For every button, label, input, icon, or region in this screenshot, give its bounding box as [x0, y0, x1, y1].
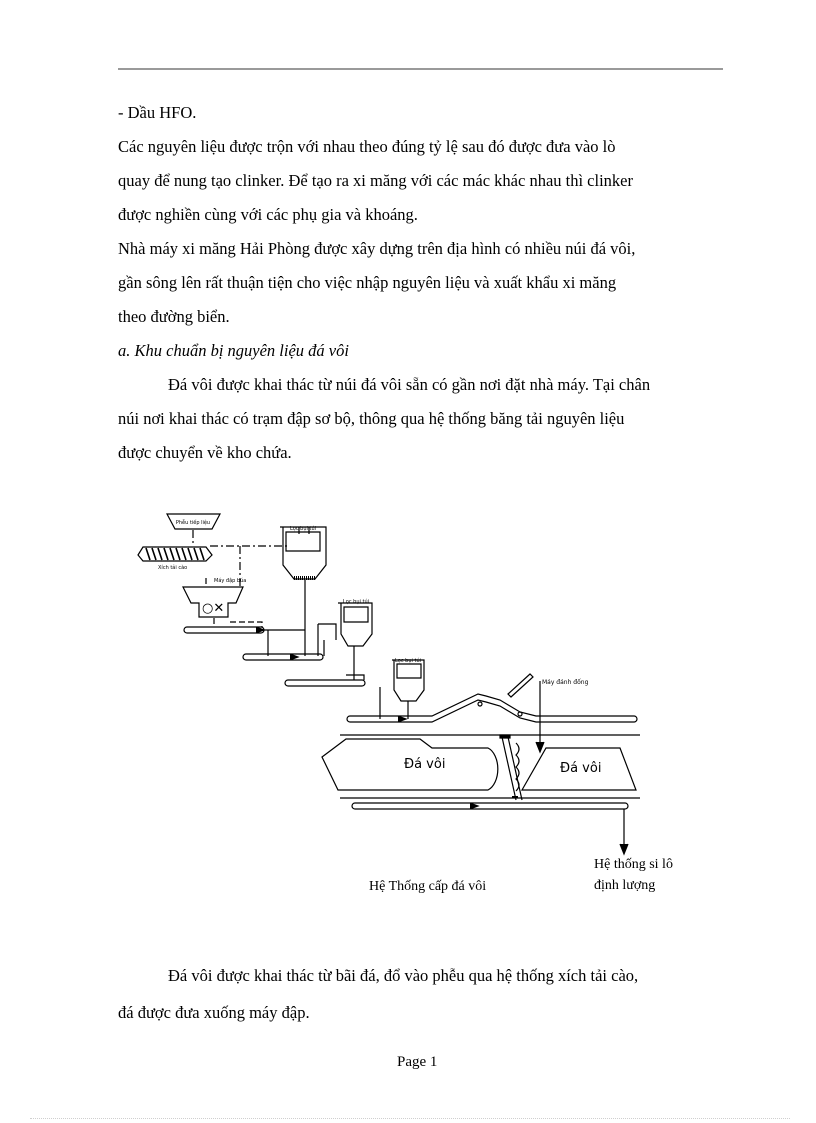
- reclaim-conveyor: [352, 803, 628, 809]
- text-line: núi nơi khai thác có trạm đập sơ bộ, thông qua hệ thống băng tải nguyên liệu: [118, 409, 625, 428]
- text-line: được nghiền cùng với các phụ gia và khoáng.: [118, 205, 418, 224]
- svg-text:○✕: ○✕: [202, 601, 225, 616]
- pile-left-label: Đá vôi: [404, 757, 446, 772]
- main-conveyor: [350, 694, 634, 716]
- text-line: quay để nung tạo clinker. Để tạo ra xi măng với các mác khác nhau thì clinker: [118, 171, 633, 190]
- stacker-label: Máy đánh đống: [542, 679, 589, 686]
- bag-filter-label: Lọc bụi túi: [342, 599, 370, 605]
- belt-conveyor: [184, 627, 264, 633]
- chain-conveyor-label: Xích tải cào: [158, 565, 188, 571]
- silo-label-line: định lượng: [594, 878, 656, 893]
- text-line: theo đường biển.: [118, 307, 230, 326]
- footer-rule: [30, 1118, 790, 1119]
- bag-filter-label: Lọc bụi túi: [394, 658, 422, 664]
- text-line: đá được đưa xuống máy đập.: [118, 1003, 310, 1022]
- section-heading: a. Khu chuẩn bị nguyên liệu đá vôi: [118, 341, 349, 360]
- silo: [280, 527, 326, 579]
- text-line: Nhà máy xi măng Hải Phòng được xây dựng trên địa hình có nhiều núi đá vôi,: [118, 239, 636, 258]
- text-line: Các nguyên liệu được trộn với nhau theo đúng tỷ lệ sau đó được đưa vào lò: [118, 137, 616, 156]
- silo: [338, 603, 372, 646]
- diagram-caption: Hệ Thống cấp đá vôi: [369, 879, 487, 894]
- bag-filter-label: Lọc bụi túi: [289, 526, 317, 532]
- text-line: gần sông lên rất thuận tiện cho việc nhập nguyên liệu và xuất khẩu xi măng: [118, 273, 617, 292]
- hopper-label: Phễu tiếp liệu: [175, 520, 211, 526]
- silo-label: [594, 854, 673, 896]
- text-line: Đá vôi được khai thác từ bãi đá, đổ vào phễu qua hệ thống xích tải cào,: [168, 966, 639, 985]
- text-line: - Dầu HFO.: [118, 103, 197, 122]
- text-line: Đá vôi được khai thác từ núi đá vôi sẵn có gần nơi đặt nhà máy. Tại chân: [168, 375, 651, 394]
- crusher-label: Máy đập búa: [214, 578, 247, 584]
- silo-label-line: Hệ thống si lô: [594, 857, 673, 872]
- closing-text: [118, 957, 718, 1031]
- belt-conveyor: [243, 654, 323, 660]
- belt-conveyor: [285, 680, 365, 686]
- text-line: được chuyển về kho chứa.: [118, 443, 292, 462]
- pile-right-label: Đá vôi: [560, 761, 602, 776]
- stacker: [508, 674, 533, 697]
- page-number: Page 1: [397, 1054, 438, 1070]
